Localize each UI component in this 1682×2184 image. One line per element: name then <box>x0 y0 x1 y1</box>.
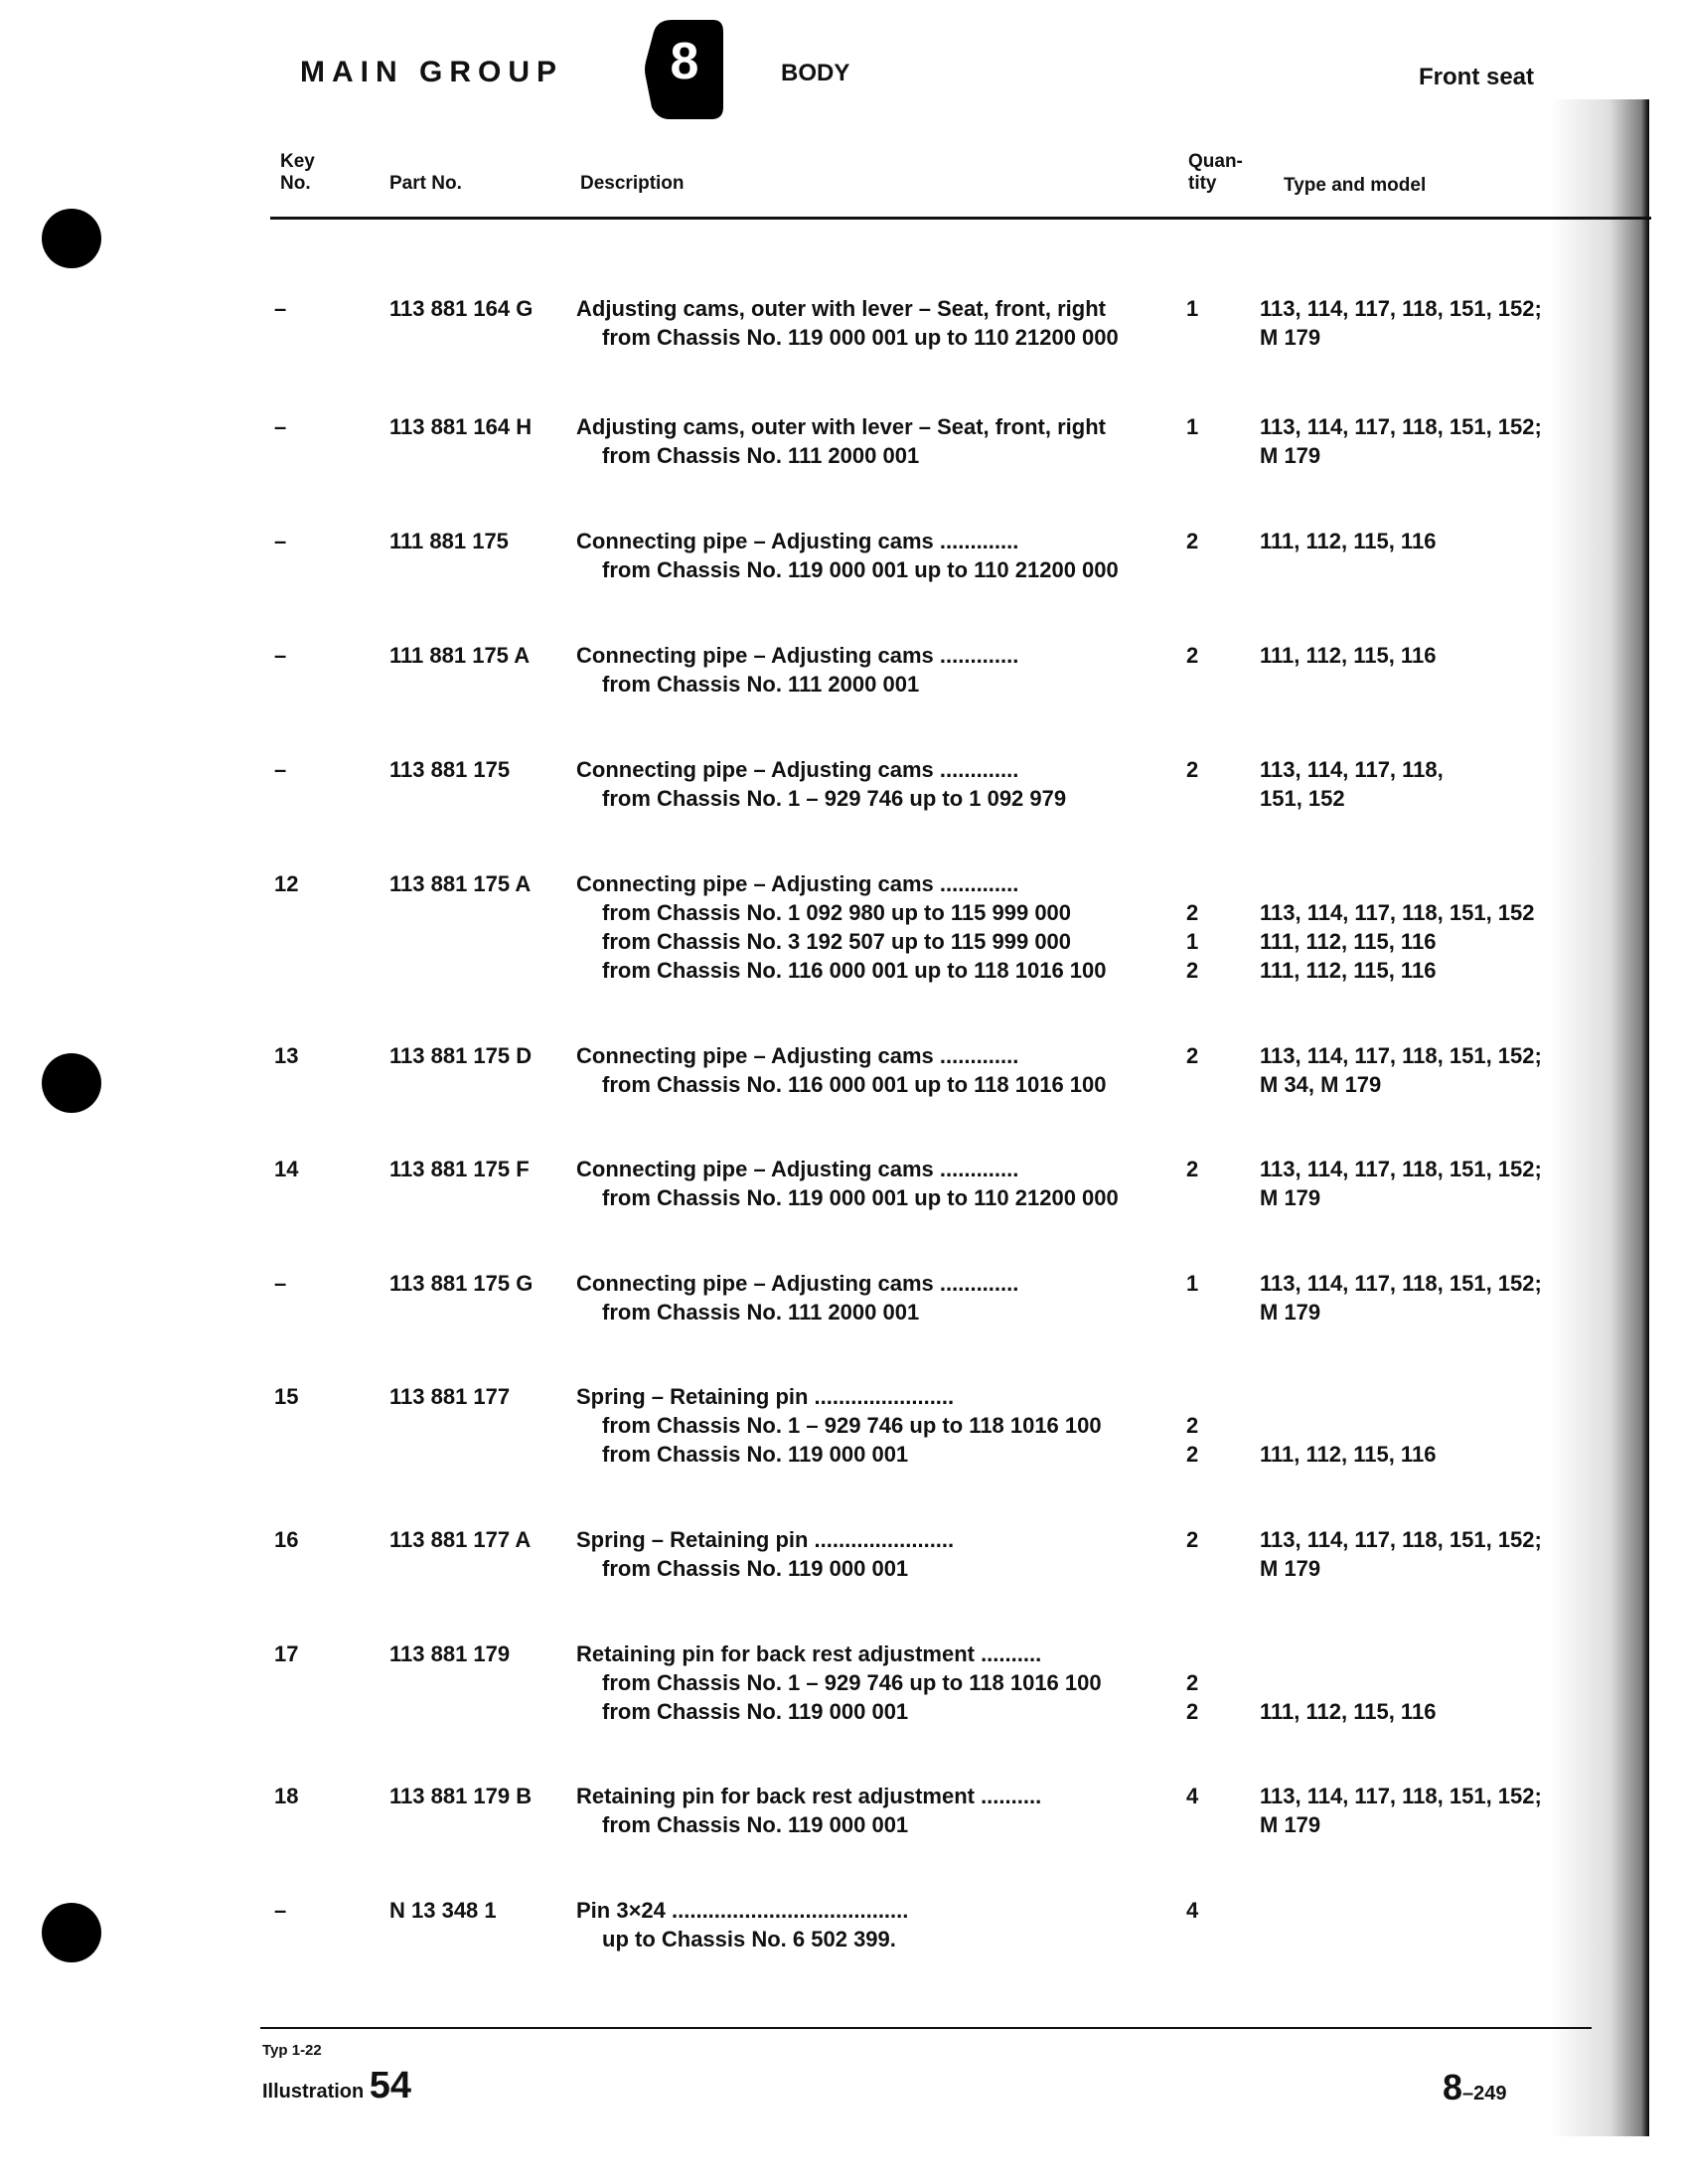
description-condition: from Chassis No. 119 000 001 <box>602 1699 909 1724</box>
description-title: Connecting pipe – Adjusting cams ............. <box>576 1157 1019 1181</box>
illustration-label: Illustration 54 <box>262 2065 412 2106</box>
key-no: – <box>274 414 287 439</box>
description-title: Pin 3×24 ....................................... <box>576 1898 909 1923</box>
quantity <box>1186 1896 1198 1925</box>
quantity <box>1186 1639 1198 1726</box>
key-no: 17 <box>274 1641 299 1666</box>
quantity-value: 2 <box>1186 1413 1199 1438</box>
part-no: 113 881 175 D <box>389 1043 533 1068</box>
type-model-line: 111, 112, 115, 116 <box>1260 1442 1437 1467</box>
type-model <box>1260 412 1588 470</box>
description-title: Spring – Retaining pin ....................... <box>576 1384 955 1409</box>
description-title: Retaining pin for back rest adjustment .......... <box>576 1641 1042 1666</box>
type-model-line: 111, 112, 115, 116 <box>1260 958 1437 983</box>
section-title: Front seat <box>1419 64 1535 90</box>
key-no: 15 <box>274 1384 299 1409</box>
quantity-value: 2 <box>1186 1043 1199 1068</box>
key-no: 14 <box>274 1157 299 1181</box>
key-no: 13 <box>274 1043 299 1068</box>
quantity-value: 1 <box>1186 296 1199 321</box>
type-model-line: 111, 112, 115, 116 <box>1260 1699 1437 1724</box>
col-description: Description <box>580 173 685 194</box>
part-no: 111 881 175 A <box>389 643 531 668</box>
key-no: 18 <box>274 1784 299 1808</box>
quantity-value: 1 <box>1186 1271 1199 1296</box>
description <box>576 1896 1152 1953</box>
quantity <box>1186 1041 1198 1070</box>
quantity <box>1186 1382 1198 1469</box>
quantity <box>1186 869 1198 985</box>
quantity <box>1186 1525 1198 1554</box>
quantity-value: 2 <box>1186 958 1199 983</box>
type-model-line: 113, 114, 117, 118, 151, 152; <box>1260 414 1542 439</box>
typ-label: Typ 1-22 <box>262 2042 322 2059</box>
type-model-line: M 179 <box>1260 1185 1321 1210</box>
type-model-line: M 34, M 179 <box>1260 1072 1382 1097</box>
type-model-line: M 179 <box>1260 443 1321 468</box>
description <box>576 869 1152 985</box>
type-model-line <box>1260 869 1588 898</box>
page-number: 8–249 <box>1443 2067 1507 2107</box>
type-model-line <box>1260 1639 1588 1668</box>
type-model-line: 113, 114, 117, 118, 151, 152 <box>1260 900 1535 925</box>
description-title: Spring – Retaining pin ....................... <box>576 1527 955 1552</box>
type-model <box>1260 1269 1588 1326</box>
quantity-value <box>1186 1382 1198 1411</box>
description <box>576 1382 1152 1469</box>
part-no: 113 881 175 <box>389 757 511 782</box>
type-model <box>1260 1782 1588 1839</box>
description-condition: from Chassis No. 111 2000 001 <box>602 1300 920 1325</box>
type-model-line: M 179 <box>1260 1812 1321 1837</box>
description-condition: from Chassis No. 119 000 001 <box>602 1442 909 1467</box>
type-model-line: 111, 112, 115, 116 <box>1260 929 1437 954</box>
type-model-line: 111, 112, 115, 116 <box>1260 643 1437 668</box>
quantity-value: 2 <box>1186 529 1199 553</box>
description-title: Connecting pipe – Adjusting cams ............. <box>576 757 1019 782</box>
col-type-model: Type and model <box>1284 175 1427 196</box>
key-no: 16 <box>274 1527 299 1552</box>
description-condition: from Chassis No. 111 2000 001 <box>602 443 920 468</box>
header-rule <box>270 217 1651 220</box>
description-title: Retaining pin for back rest adjustment .......... <box>576 1784 1042 1808</box>
description <box>576 412 1152 470</box>
part-no: 113 881 175 F <box>389 1157 530 1181</box>
punch-hole-top <box>42 209 101 268</box>
description-title: Adjusting cams, outer with lever – Seat, front, right <box>576 414 1106 439</box>
type-model <box>1260 1155 1588 1212</box>
part-no: 113 881 164 H <box>389 414 533 439</box>
quantity-value: 4 <box>1186 1898 1199 1923</box>
type-model-line: 113, 114, 117, 118, 151, 152; <box>1260 1784 1542 1808</box>
type-model-line: 113, 114, 117, 118, 151, 152; <box>1260 1043 1542 1068</box>
description-condition: from Chassis No. 119 000 001 up to 110 21200 000 <box>602 1185 1119 1210</box>
key-no: – <box>274 1898 287 1923</box>
description-condition: from Chassis No. 119 000 001 <box>602 1556 909 1581</box>
description <box>576 1782 1152 1839</box>
description-condition: from Chassis No. 111 2000 001 <box>602 672 920 697</box>
type-model-line: 113, 114, 117, 118, 151, 152; <box>1260 1271 1542 1296</box>
part-no: 113 881 175 A <box>389 871 532 896</box>
group-number: 8 <box>670 33 699 90</box>
description-condition: up to Chassis No. 6 502 399. <box>602 1927 896 1951</box>
description-condition: from Chassis No. 3 192 507 up to 115 999 000 <box>602 929 1072 954</box>
description <box>576 1639 1152 1726</box>
quantity-value: 2 <box>1186 1157 1199 1181</box>
description-condition: from Chassis No. 116 000 001 up to 118 1016 100 <box>602 1072 1107 1097</box>
type-model-line: M 179 <box>1260 1300 1321 1325</box>
part-no: 113 881 177 A <box>389 1527 532 1552</box>
quantity-value: 2 <box>1186 1442 1199 1467</box>
type-model-line <box>1260 1382 1588 1411</box>
type-model <box>1260 1382 1588 1469</box>
description-condition: from Chassis No. 1 – 929 746 up to 118 1016 100 <box>602 1670 1102 1695</box>
description-title: Connecting pipe – Adjusting cams ............. <box>576 871 1019 896</box>
part-no: 113 881 179 B <box>389 1784 533 1808</box>
quantity-value: 2 <box>1186 1699 1199 1724</box>
quantity-value: 1 <box>1186 929 1199 954</box>
key-no: – <box>274 529 287 553</box>
quantity-value: 2 <box>1186 1527 1199 1552</box>
col-quantity: Quan- tity <box>1188 151 1243 194</box>
key-no: – <box>274 1271 287 1296</box>
description-title: Connecting pipe – Adjusting cams ............. <box>576 643 1019 668</box>
description-title: Connecting pipe – Adjusting cams ............. <box>576 529 1019 553</box>
group-number-badge <box>644 18 725 121</box>
description <box>576 1041 1152 1099</box>
type-model <box>1260 294 1588 352</box>
description <box>576 641 1152 699</box>
description <box>576 1269 1152 1326</box>
quantity <box>1186 412 1198 441</box>
group-name: BODY <box>781 60 850 86</box>
col-key-no: Key No. <box>280 151 315 194</box>
type-model <box>1260 869 1588 985</box>
type-model-line: 113, 114, 117, 118, 151, 152; <box>1260 296 1542 321</box>
footer-rule <box>260 2027 1592 2029</box>
type-model-line: M 179 <box>1260 325 1321 350</box>
type-model-line: 111, 112, 115, 116 <box>1260 529 1437 553</box>
quantity <box>1186 294 1198 323</box>
description <box>576 527 1152 584</box>
description-condition: from Chassis No. 119 000 001 up to 110 21200 000 <box>602 325 1119 350</box>
description-title: Connecting pipe – Adjusting cams ............. <box>576 1043 1019 1068</box>
quantity <box>1186 1155 1198 1183</box>
illustration-number: 54 <box>369 2065 412 2106</box>
key-no: – <box>274 643 287 668</box>
key-no: 12 <box>274 871 299 896</box>
description <box>576 294 1152 352</box>
type-model-line <box>1260 1411 1588 1440</box>
type-model <box>1260 1525 1588 1583</box>
description-condition: from Chassis No. 1 – 929 746 up to 1 092 979 <box>602 786 1067 811</box>
part-no: 113 881 179 <box>389 1641 511 1666</box>
part-no: 111 881 175 <box>389 529 509 553</box>
description-condition: from Chassis No. 119 000 001 <box>602 1812 909 1837</box>
key-no: – <box>274 757 287 782</box>
quantity-value: 2 <box>1186 757 1199 782</box>
description <box>576 755 1152 813</box>
quantity <box>1186 641 1198 670</box>
quantity-value <box>1186 1639 1198 1668</box>
type-model-line <box>1260 1668 1588 1697</box>
punch-hole-middle <box>42 1053 101 1113</box>
type-model <box>1260 641 1588 670</box>
part-no: N 13 348 1 <box>389 1898 497 1923</box>
quantity-value <box>1186 869 1198 898</box>
quantity <box>1186 1782 1198 1810</box>
quantity <box>1186 527 1198 555</box>
description-condition: from Chassis No. 1 092 980 up to 115 999 000 <box>602 900 1072 925</box>
description <box>576 1155 1152 1212</box>
type-model <box>1260 755 1588 813</box>
quantity-value: 1 <box>1186 414 1199 439</box>
description-title: Connecting pipe – Adjusting cams ............. <box>576 1271 1019 1296</box>
part-no: 113 881 164 G <box>389 296 534 321</box>
part-no: 113 881 177 <box>389 1384 511 1409</box>
col-part-no: Part No. <box>389 173 462 194</box>
description-condition: from Chassis No. 119 000 001 up to 110 21200 000 <box>602 557 1119 582</box>
quantity-value: 2 <box>1186 900 1199 925</box>
description-title: Adjusting cams, outer with lever – Seat, front, right <box>576 296 1106 321</box>
type-model <box>1260 527 1588 555</box>
description-condition: from Chassis No. 1 – 929 746 up to 118 1016 100 <box>602 1413 1102 1438</box>
quantity <box>1186 755 1198 784</box>
description <box>576 1525 1152 1583</box>
punch-hole-bottom <box>42 1903 101 1962</box>
quantity-value: 4 <box>1186 1784 1199 1808</box>
type-model-line: 113, 114, 117, 118, 151, 152; <box>1260 1527 1542 1552</box>
type-model-line: 113, 114, 117, 118, <box>1260 757 1444 782</box>
quantity-value: 2 <box>1186 1670 1199 1695</box>
description-condition: from Chassis No. 116 000 001 up to 118 1016 100 <box>602 958 1107 983</box>
type-model-line: 151, 152 <box>1260 786 1345 811</box>
quantity <box>1186 1269 1198 1298</box>
quantity-value: 2 <box>1186 643 1199 668</box>
part-no: 113 881 175 G <box>389 1271 534 1296</box>
type-model <box>1260 1639 1588 1726</box>
type-model-line: 113, 114, 117, 118, 151, 152; <box>1260 1157 1542 1181</box>
key-no: – <box>274 296 287 321</box>
type-model-line: M 179 <box>1260 1556 1321 1581</box>
main-group-label: MAIN GROUP <box>300 56 563 88</box>
type-model <box>1260 1041 1588 1099</box>
